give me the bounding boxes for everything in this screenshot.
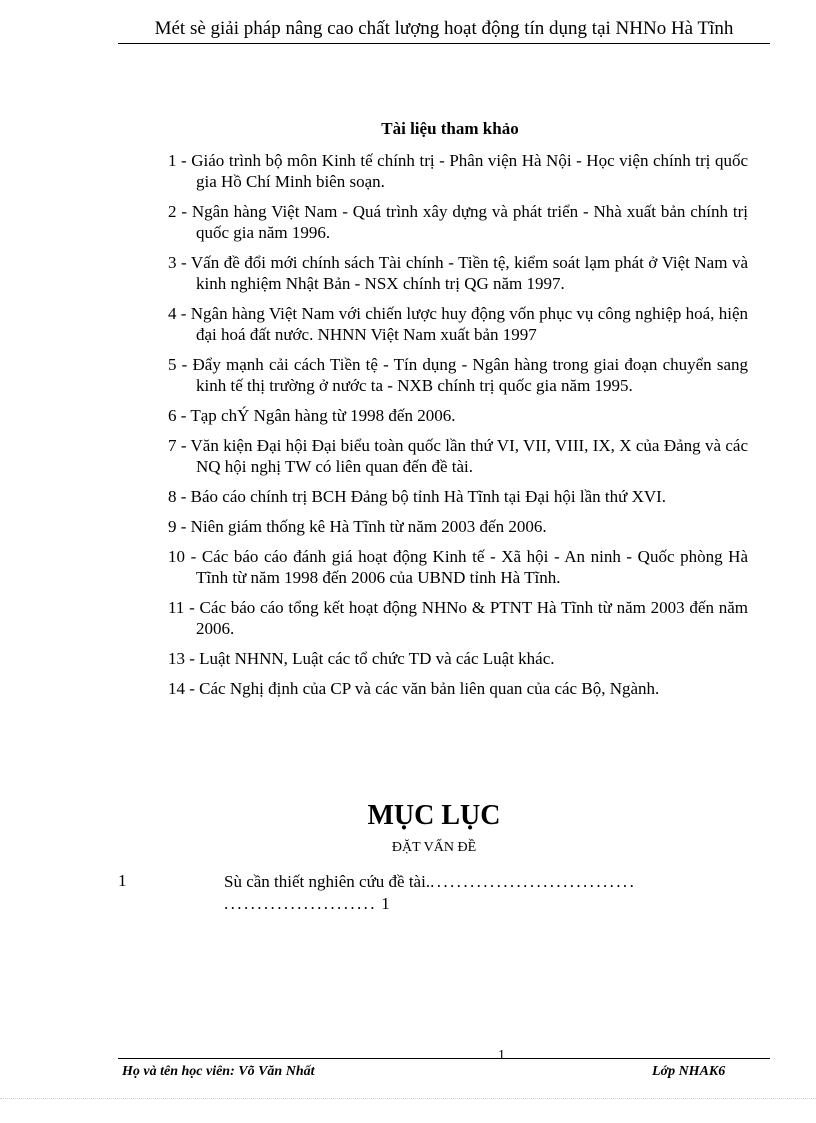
toc-entry[interactable] — [224, 871, 784, 915]
reference-item: 1 - Giáo trình bộ môn Kinh tế chính trị - Phân viện Hà Nội - Học viện chính trị quốc gia Hồ Chí Minh biên soạn. — [168, 151, 748, 191]
reference-item: 7 - Văn kiện Đại hội Đại biểu toàn quốc lần thứ VI, VII, VIII, IX, X của Đảng và các NQ hội nghị TW có liên quan đến đề tài. — [168, 436, 748, 476]
reference-item: 8 - Báo cáo chính trị BCH Đảng bộ tỉnh Hà Tĩnh tại Đại hội lần thứ XVI. — [168, 487, 667, 506]
reference-item: 9 - Niên giám thống kê Hà Tĩnh từ năm 2003 đến 2006. — [168, 517, 547, 536]
page-header-title: Mét sè giải pháp nâng cao chất lượng hoạt động tín dụng tại NHNo Hà Tĩnh — [154, 18, 734, 39]
toc-leader-dots: ....................... — [224, 894, 377, 913]
header-rule — [118, 43, 770, 44]
footer-rule — [118, 1058, 770, 1059]
reference-item: 6 - Tạp chÝ Ngân hàng từ 1998 đến 2006. — [168, 406, 456, 425]
toc-title: MỤC LỤC — [367, 800, 501, 831]
reference-item: 4 - Ngân hàng Việt Nam với chiến lược huy động vốn phục vụ công nghiệp hoá, hiện đại hoá đất nước. NHNN Việt Nam xuất bản 1997 — [168, 304, 748, 344]
reference-item: 2 - Ngân hàng Việt Nam - Quá trình xây dựng và phát triển - Nhà xuất bản chính trị quốc gia năm 1996. — [168, 202, 748, 242]
toc-entry-number: 1 — [118, 871, 127, 890]
toc-entry-page: 1 — [381, 894, 390, 913]
reference-item: 10 - Các báo cáo đánh giá hoạt động Kinh tế - Xã hội - An ninh - Quốc phòng Hà Tĩnh từ năm 1998 đến 2006 của UBND tỉnh Hà Tĩnh. — [168, 547, 748, 587]
reference-item: 13 - Luật NHNN, Luật các tổ chức TD và các Luật khác. — [168, 649, 555, 668]
reference-item: 3 - Vấn đề đổi mới chính sách Tài chính - Tiền tệ, kiểm soát lạm phát ở Việt Nam và kinh nghiệm Nhật Bản - NSX chính trị QG năm 1997. — [168, 253, 748, 293]
toc-section-heading: ĐẶT VẤN ĐỀ — [391, 840, 477, 855]
reference-item: 14 - Các Nghị định của CP và các văn bản liên quan của các Bộ, Ngành. — [168, 679, 660, 698]
reference-item: 5 - Đẩy mạnh cải cách Tiền tệ - Tín dụng - Ngân hàng trong giai đoạn chuyển sang kinh tế thị trường ở nước ta - NXB chính trị quốc gia năm 1995. — [168, 355, 748, 395]
toc-leader-dots: ............................... — [430, 872, 637, 891]
footer-class: Lớp NHAK6 — [652, 1064, 726, 1079]
references-list — [160, 150, 748, 708]
page-edge — [0, 1098, 816, 1099]
reference-item: 11 - Các báo cáo tổng kết hoạt động NHNo & PTNT Hà Tĩnh từ năm 2003 đến năm 2006. — [168, 598, 748, 638]
footer-page-number: 1 — [498, 1048, 505, 1063]
toc-entry-text: Sù cần thiết nghiên cứu đề tài. — [224, 872, 431, 891]
references-title: Tài liệu tham khảo — [381, 119, 519, 138]
footer-student-name: Họ và tên học viên: Võ Văn Nhất — [122, 1064, 315, 1079]
